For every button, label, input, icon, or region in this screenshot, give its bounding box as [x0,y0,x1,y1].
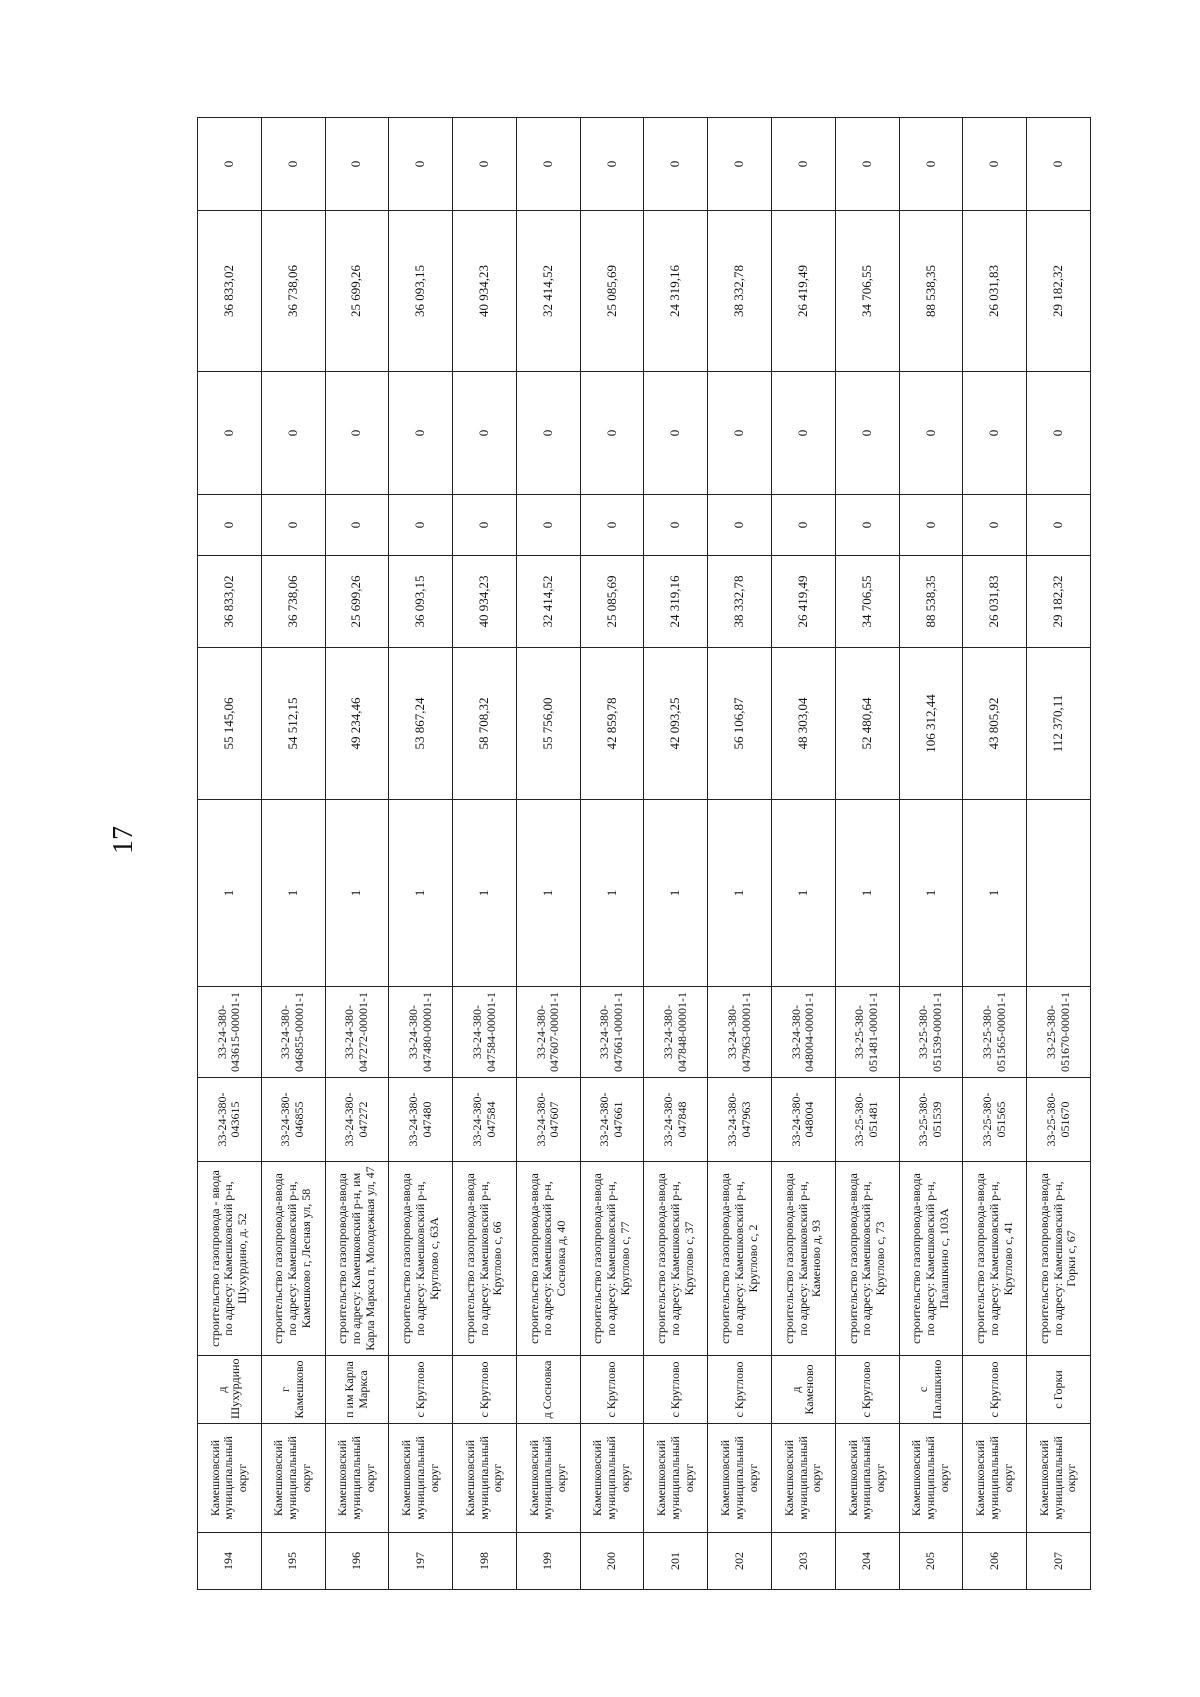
cadastral-number-cell: 33-24-380-047607 [516,1078,580,1162]
count-cell [1027,800,1091,987]
zero-value-cell-1: 0 [389,495,453,556]
row-number-cell: 198 [453,1533,517,1590]
zero-value-cell-1: 0 [580,495,644,556]
total-cost-cell: 48 303,04 [772,648,836,800]
zero-value-cell-1: 0 [453,495,517,556]
amount-cell: 36 833,02 [198,211,262,372]
cadastral-number-cell: 33-24-380-043615 [198,1078,262,1162]
description-cell: строительство газопровода-ввода по адресу: Камешковский р-н, Круглово с, 2 [708,1162,772,1356]
zero-value-cell-2: 0 [899,372,963,495]
table-row [580,118,644,1590]
zero-value-cell-1: 0 [1027,495,1091,556]
zero-value-cell-2: 0 [708,372,772,495]
amount-cell: 25 699,26 [325,211,389,372]
registry-number-cell: 33-25-380-051565-00001-1 [963,987,1027,1078]
description-cell: строительство газопровода-ввода по адресу: Камешковский р-н, Каменово д, 93 [772,1162,836,1356]
total-cost-cell: 42 093,25 [644,648,708,800]
locality-cell: с Круглово [453,1356,517,1424]
zero-value-cell-3: 0 [389,118,453,211]
subsidy-amount-cell: 26 031,83 [963,556,1027,648]
subsidy-amount-cell: 36 738,06 [261,556,325,648]
row-number-cell: 199 [516,1533,580,1590]
locality-cell: д Каменово [772,1356,836,1424]
table-row [516,118,580,1590]
description-cell: строительство газопровода-ввода по адресу: Камешковский р-н, Круглово с, 63А [389,1162,453,1356]
okrug-cell: Камешковский муниципальный округ [899,1424,963,1533]
locality-cell: с Круглово [708,1356,772,1424]
zero-value-cell-2: 0 [325,372,389,495]
total-cost-cell: 55 756,00 [516,648,580,800]
okrug-cell: Камешковский муниципальный округ [835,1424,899,1533]
total-cost-cell: 54 512,15 [261,648,325,800]
zero-value-cell-3: 0 [708,118,772,211]
registry-number-cell: 33-25-380-051670-00001-1 [1027,987,1091,1078]
row-number-cell: 196 [325,1533,389,1590]
registry-number-cell: 33-25-380-051539-00001-1 [899,987,963,1078]
description-cell: строительство газопровода-ввода по адресу: Камешковский р-н, Камешково г, Лесная ул, 58 [261,1162,325,1356]
table-row [453,118,517,1590]
zero-value-cell-3: 0 [261,118,325,211]
amount-cell: 26 419,49 [772,211,836,372]
count-cell: 1 [772,800,836,987]
subsidy-amount-cell: 40 934,23 [453,556,517,648]
amount-cell: 24 319,16 [644,211,708,372]
okrug-cell: Камешковский муниципальный округ [772,1424,836,1533]
okrug-cell: Камешковский муниципальный округ [963,1424,1027,1533]
count-cell: 1 [580,800,644,987]
zero-value-cell-1: 0 [198,495,262,556]
row-number-cell: 206 [963,1533,1027,1590]
subsidy-amount-cell: 25 085,69 [580,556,644,648]
count-cell: 1 [644,800,708,987]
cadastral-number-cell: 33-25-380-051539 [899,1078,963,1162]
description-cell: строительство газопровода-ввода по адресу: Камешковский р-н, Палашкино с, 103А [899,1162,963,1356]
table-container [197,118,1091,1590]
amount-cell: 34 706,55 [835,211,899,372]
table-row [198,118,262,1590]
row-number-cell: 194 [198,1533,262,1590]
zero-value-cell-1: 0 [325,495,389,556]
page-number: 17 [108,826,139,854]
row-number-cell: 207 [1027,1533,1091,1590]
amount-cell: 25 085,69 [580,211,644,372]
table-row [963,118,1027,1590]
amount-cell: 88 538,35 [899,211,963,372]
locality-cell: с Палашкино [899,1356,963,1424]
count-cell: 1 [453,800,517,987]
subsidy-amount-cell: 36 833,02 [198,556,262,648]
total-cost-cell: 106 312,44 [899,648,963,800]
zero-value-cell-3: 0 [325,118,389,211]
zero-value-cell-3: 0 [899,118,963,211]
registry-number-cell: 33-24-380-048004-00001-1 [772,987,836,1078]
locality-cell: д Сосновка [516,1356,580,1424]
description-cell: строительство газопровода-ввода по адресу: Камешковский р-н, Круглово с, 77 [580,1162,644,1356]
table-row [389,118,453,1590]
locality-cell: с Круглово [963,1356,1027,1424]
row-number-cell: 205 [899,1533,963,1590]
registry-number-cell: 33-25-380-051481-00001-1 [835,987,899,1078]
subsidy-amount-cell: 38 332,78 [708,556,772,648]
subsidy-amount-cell: 36 093,15 [389,556,453,648]
cadastral-number-cell: 33-24-380-047963 [708,1078,772,1162]
zero-value-cell-2: 0 [198,372,262,495]
cadastral-number-cell: 33-25-380-051481 [835,1078,899,1162]
description-cell: строительство газопровода-ввода по адресу: Камешковский р-н, им Карла Маркса п, Молодежная ул, 47 [325,1162,389,1356]
registry-number-cell: 33-24-380-047963-00001-1 [708,987,772,1078]
table-body [198,118,1091,1590]
subsidy-amount-cell: 24 319,16 [644,556,708,648]
rotated-table-frame [197,118,1091,1590]
registry-number-cell: 33-24-380-043615-00001-1 [198,987,262,1078]
subsidy-amount-cell: 32 414,52 [516,556,580,648]
zero-value-cell-2: 0 [835,372,899,495]
cadastral-number-cell: 33-24-380-047661 [580,1078,644,1162]
zero-value-cell-3: 0 [580,118,644,211]
subsidy-amount-cell: 25 699,26 [325,556,389,648]
zero-value-cell-3: 0 [644,118,708,211]
total-cost-cell: 55 145,06 [198,648,262,800]
zero-value-cell-1: 0 [835,495,899,556]
total-cost-cell: 52 480,64 [835,648,899,800]
description-cell: строительство газопровода - ввода по адресу: Камешковский р-н, Шухурдино, д. 52 [198,1162,262,1356]
okrug-cell: Камешковский муниципальный округ [516,1424,580,1533]
locality-cell: с Круглово [644,1356,708,1424]
zero-value-cell-1: 0 [261,495,325,556]
okrug-cell: Камешковский муниципальный округ [261,1424,325,1533]
zero-value-cell-1: 0 [644,495,708,556]
amount-cell: 40 934,23 [453,211,517,372]
row-number-cell: 204 [835,1533,899,1590]
total-cost-cell: 42 859,78 [580,648,644,800]
okrug-cell: Камешковский муниципальный округ [1027,1424,1091,1533]
locality-cell: с Горки [1027,1356,1091,1424]
count-cell: 1 [198,800,262,987]
count-cell: 1 [835,800,899,987]
zero-value-cell-3: 0 [835,118,899,211]
zero-value-cell-2: 0 [1027,372,1091,495]
row-number-cell: 197 [389,1533,453,1590]
total-cost-cell: 112 370,11 [1027,648,1091,800]
cadastral-number-cell: 33-24-380-047848 [644,1078,708,1162]
okrug-cell: Камешковский муниципальный округ [580,1424,644,1533]
okrug-cell: Камешковский муниципальный округ [198,1424,262,1533]
table-row [708,118,772,1590]
zero-value-cell-3: 0 [516,118,580,211]
okrug-cell: Камешковский муниципальный округ [708,1424,772,1533]
table-row [835,118,899,1590]
registry-number-cell: 33-24-380-047607-00001-1 [516,987,580,1078]
zero-value-cell-3: 0 [453,118,517,211]
total-cost-cell: 49 234,46 [325,648,389,800]
subsidy-amount-cell: 88 538,35 [899,556,963,648]
row-number-cell: 200 [580,1533,644,1590]
total-cost-cell: 43 805,92 [963,648,1027,800]
registry-number-cell: 33-24-380-047584-00001-1 [453,987,517,1078]
zero-value-cell-1: 0 [772,495,836,556]
registry-number-cell: 33-24-380-047480-00001-1 [389,987,453,1078]
cadastral-number-cell: 33-25-380-051565 [963,1078,1027,1162]
cadastral-number-cell: 33-24-380-047480 [389,1078,453,1162]
subsidy-amount-cell: 26 419,49 [772,556,836,648]
description-cell: строительство газопровода-ввода по адресу: Камешковский р-н, Круглово с, 41 [963,1162,1027,1356]
amount-cell: 36 738,06 [261,211,325,372]
row-number-cell: 201 [644,1533,708,1590]
table-row [644,118,708,1590]
zero-value-cell-3: 0 [963,118,1027,211]
okrug-cell: Камешковский муниципальный округ [325,1424,389,1533]
count-cell: 1 [899,800,963,987]
amount-cell: 32 414,52 [516,211,580,372]
table-row [261,118,325,1590]
description-cell: строительство газопровода-ввода по адресу: Камешковский р-н, Горки с, 67 [1027,1162,1091,1356]
cadastral-number-cell: 33-24-380-048004 [772,1078,836,1162]
okrug-cell: Камешковский муниципальный округ [389,1424,453,1533]
registry-number-cell: 33-24-380-046855-00001-1 [261,987,325,1078]
amount-cell: 29 182,32 [1027,211,1091,372]
locality-cell: д Шухурдино [198,1356,262,1424]
zero-value-cell-1: 0 [516,495,580,556]
table-row [1027,118,1091,1590]
locality-cell: с Круглово [389,1356,453,1424]
zero-value-cell-2: 0 [580,372,644,495]
registry-number-cell: 33-24-380-047661-00001-1 [580,987,644,1078]
data-table [197,117,1091,1590]
row-number-cell: 203 [772,1533,836,1590]
zero-value-cell-1: 0 [708,495,772,556]
description-cell: строительство газопровода-ввода по адресу: Камешковский р-н, Круглово с, 73 [835,1162,899,1356]
locality-cell: г Камешково [261,1356,325,1424]
locality-cell: с Круглово [835,1356,899,1424]
count-cell: 1 [261,800,325,987]
zero-value-cell-2: 0 [261,372,325,495]
subsidy-amount-cell: 34 706,55 [835,556,899,648]
zero-value-cell-3: 0 [198,118,262,211]
amount-cell: 26 031,83 [963,211,1027,372]
zero-value-cell-2: 0 [516,372,580,495]
count-cell: 1 [963,800,1027,987]
table-row [772,118,836,1590]
row-number-cell: 195 [261,1533,325,1590]
zero-value-cell-3: 0 [772,118,836,211]
zero-value-cell-2: 0 [453,372,517,495]
count-cell: 1 [325,800,389,987]
total-cost-cell: 58 708,32 [453,648,517,800]
table-row [899,118,963,1590]
cadastral-number-cell: 33-24-380-047272 [325,1078,389,1162]
registry-number-cell: 33-24-380-047848-00001-1 [644,987,708,1078]
locality-cell: с Круглово [580,1356,644,1424]
total-cost-cell: 53 867,24 [389,648,453,800]
count-cell: 1 [389,800,453,987]
count-cell: 1 [708,800,772,987]
registry-number-cell: 33-24-380-047272-00001-1 [325,987,389,1078]
description-cell: строительство газопровода-ввода по адресу: Камешковский р-н, Круглово с, 37 [644,1162,708,1356]
zero-value-cell-1: 0 [899,495,963,556]
zero-value-cell-3: 0 [1027,118,1091,211]
amount-cell: 36 093,15 [389,211,453,372]
okrug-cell: Камешковский муниципальный округ [453,1424,517,1533]
count-cell: 1 [516,800,580,987]
cadastral-number-cell: 33-25-380-051670 [1027,1078,1091,1162]
row-number-cell: 202 [708,1533,772,1590]
zero-value-cell-2: 0 [963,372,1027,495]
subsidy-amount-cell: 29 182,32 [1027,556,1091,648]
table-row [325,118,389,1590]
cadastral-number-cell: 33-24-380-047584 [453,1078,517,1162]
cadastral-number-cell: 33-24-380-046855 [261,1078,325,1162]
amount-cell: 38 332,78 [708,211,772,372]
zero-value-cell-2: 0 [772,372,836,495]
okrug-cell: Камешковский муниципальный округ [644,1424,708,1533]
zero-value-cell-2: 0 [644,372,708,495]
zero-value-cell-2: 0 [389,372,453,495]
total-cost-cell: 56 106,87 [708,648,772,800]
locality-cell: п им Карла Маркса [325,1356,389,1424]
zero-value-cell-1: 0 [963,495,1027,556]
description-cell: строительство газопровода-ввода по адресу: Камешковский р-н, Круглово с, 66 [453,1162,517,1356]
description-cell: строительство газопровода-ввода по адресу: Камешковский р-н, Сосновка д, 40 [516,1162,580,1356]
